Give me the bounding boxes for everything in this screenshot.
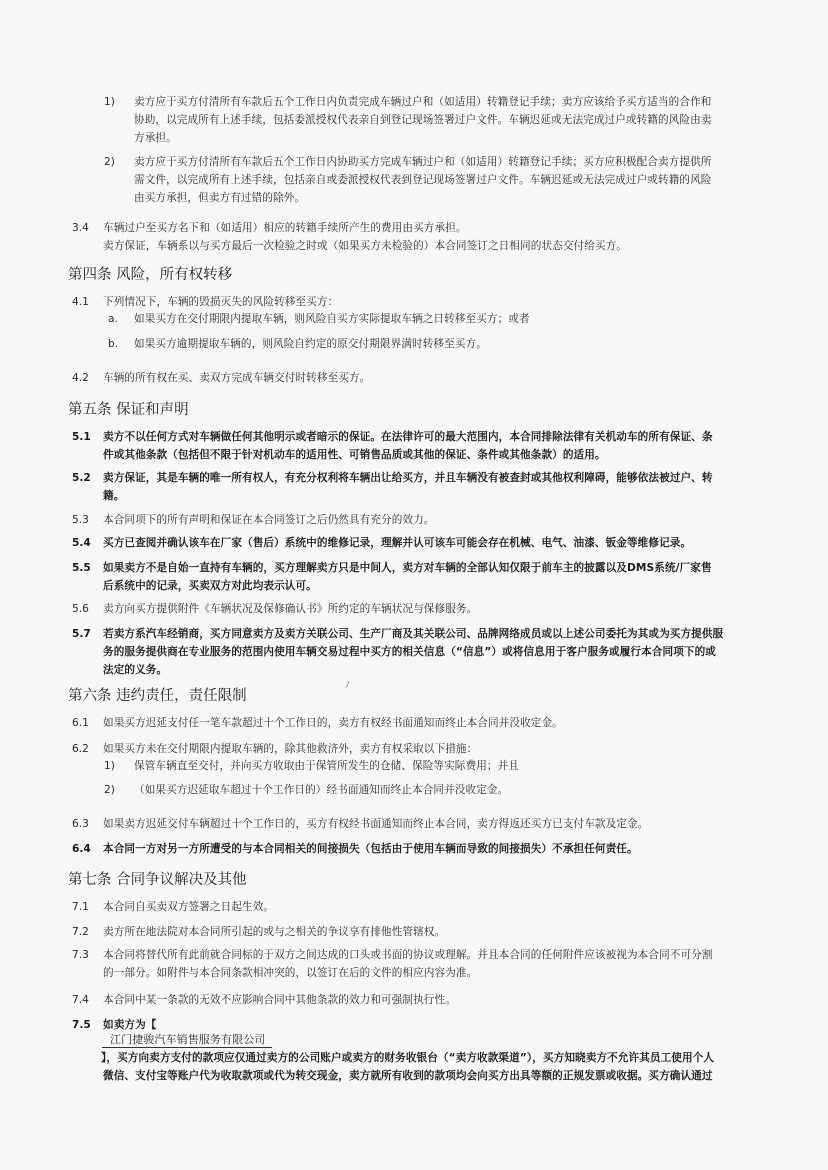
- clause-number: 5.7: [72, 628, 91, 640]
- paragraph-line: 若卖方系汽车经销商，买方同意卖方及卖方关联公司、生产厂商及其关联公司、品牌网络成员或以上述公司委托为其或为买方提供服: [103, 628, 724, 640]
- clause-number: 7.4: [72, 994, 89, 1006]
- paragraph-line: 卖方不以任何方式对车辆做任何其他明示或者暗示的保证。在法律许可的最大范围内，本合同排除法律有关机动车的所有保证、条: [103, 431, 713, 443]
- paragraph-line: 本合同将替代所有此前就合同标的于双方之间达成的口头或书面的协议或理解。并且本合同的任何附件应该被视为本合同不可分割: [103, 949, 713, 961]
- paragraph-line: 的一部分。如附件与本合同条款相冲突的，以签订在后的文件的相应内容为准。: [103, 967, 478, 979]
- paragraph-line: 由买方承担，但卖方有过错的除外。: [134, 192, 306, 204]
- clause-number: 4.1: [72, 296, 89, 308]
- clause-number: 7.3: [72, 949, 89, 961]
- clause-number: 6.3: [72, 818, 89, 830]
- paragraph-line: 件或其他条款（包括但不限于针对机动车的适用性、可销售品质或其他的保证、条件或其他条款）的适用。: [103, 449, 606, 461]
- paragraph-line: 卖方保证，其是车辆的唯一所有权人，有充分权利将车辆出让给买方，并且车辆没有被查封或其他权利障碍，能够依法被过户、转: [103, 472, 713, 484]
- paragraph-line: 法定的义务。: [103, 664, 168, 676]
- clause-number: 7.1: [72, 901, 89, 913]
- paragraph-line: 本合同中某一条款的无效不应影响合同中其他条款的效力和可强制执行性。: [103, 994, 456, 1006]
- paragraph-line: 本合同自买卖双方签署之日起生效。: [103, 901, 275, 913]
- paragraph-line: 如果买方逾期提取车辆的，则风险自约定的原交付期限界满时转移至买方。: [134, 338, 487, 350]
- item-number: a.: [108, 313, 118, 325]
- paragraph-line: 卖方向买方提供附件《车辆状况及保修确认书》所约定的车辆状况与保修服务。: [103, 603, 478, 615]
- item-number: 2): [104, 784, 115, 796]
- clause-number: 5.1: [72, 431, 91, 443]
- article-heading: 第六条 违约责任，责任限制: [68, 688, 247, 704]
- paragraph-line: 买方已查阅并确认该车在厂家（售后）系统中的维修记录，理解并认可该车可能会存在机械、电气、油漆、钣金等维修记录。: [103, 537, 692, 549]
- scan-speck: ﾉ: [345, 681, 350, 691]
- paragraph-line: 后系统中的记录，买卖双方对此均表示认可。: [103, 580, 317, 592]
- article-heading: 第七条 合同争议解决及其他: [68, 872, 247, 888]
- clause-number: 4.2: [72, 372, 89, 384]
- seller-label: 如卖方为【: [103, 1019, 157, 1031]
- company-name: 江门捷骏汽车销售服务有限公司: [110, 1033, 266, 1046]
- paragraph-line: 车辆的所有权在买、卖双方完成车辆交付时转移至买方。: [103, 372, 371, 384]
- item-number: 1): [104, 760, 115, 772]
- paragraph-line: （如果买方迟延取车超过十个工作日的）经书面通知而终止本合同并没收定金。: [134, 784, 509, 796]
- paragraph-line: 需文件，以完成所有上述手续，包括亲自或委派授权代表到登记现场签署过户文件。车辆迟延或无法完成过户或转籍的风险: [134, 174, 712, 186]
- paragraph-line: 如果卖方不是自始一直持有车辆的，买方理解卖方只是中间人，卖方对车辆的全部认知仅限于前车主的披露以及DMS系统/厂家售: [103, 562, 712, 574]
- company-underline: [102, 1047, 272, 1048]
- paragraph-line: 车辆过户至买方名下和（如适用）相应的转籍手续所产生的费用由买方承担。: [103, 222, 467, 234]
- clause-number: 7.2: [72, 926, 89, 938]
- paragraph-line: 本合同项下的所有声明和保证在本合同签订之后仍然具有充分的效力。: [103, 514, 435, 526]
- clause-number: 6.4: [72, 843, 91, 855]
- clause-number: 5.4: [72, 537, 91, 549]
- paragraph-line: 微信、支付宝等账户代为收取款项或代为转交现金，卖方就所有收到的款项均会向买方出具等额的正规发票或收据。买方确认通过: [103, 1070, 713, 1082]
- clause-number: 5.2: [72, 472, 91, 484]
- paragraph-line: 如果卖方迟延交付车辆超过十个工作日的，买方有权经书面通知而终止本合同，卖方得返还买方已支付车款及定金。: [103, 818, 649, 830]
- paragraph-line: 方承担。: [134, 132, 177, 144]
- paragraph-line: 如果买方未在交付期限内提取车辆的，除其他救济外，卖方有权采取以下措施：: [103, 743, 478, 755]
- paragraph-line: 协助，以完成所有上述手续，包括委派授权代表亲自到登记现场签署过户文件。车辆迟延或无法完成过户或转籍的风险由卖: [134, 114, 712, 126]
- paragraph-line: 保管车辆直至交付，并向买方收取由于保管所发生的仓储、保险等实际费用；并且: [134, 760, 519, 772]
- clause-number: 5.5: [72, 562, 91, 574]
- clause-number: 5.3: [72, 514, 89, 526]
- paragraph-line: 务的服务提供商在专业服务的范围内使用车辆交易过程中买方的相关信息（“信息”）或将信息用于客户服务或履行本合同项下的或: [103, 646, 716, 658]
- paragraph-line: 卖方应于买方付清所有车款后五个工作日内协助买方完成车辆过户和（如适用）转籍登记手续；买方应积极配合卖方提供所: [134, 156, 712, 168]
- item-number: 1): [104, 96, 115, 108]
- clause-number: 7.5: [72, 1019, 91, 1031]
- clause-number: 6.1: [72, 717, 89, 729]
- paragraph-line: 如果买方迟延支付任一笔车款超过十个工作日的，卖方有权经书面通知而终止本合同并没收定金。: [103, 717, 563, 729]
- paragraph-line: 本合同一方对另一方所遭受的与本合同相关的间接损失（包括由于使用车辆而导致的间接损失）不承担任何责任。: [103, 843, 638, 855]
- clause-number: 3.4: [72, 222, 89, 234]
- clause-number: 6.2: [72, 743, 89, 755]
- paragraph-line: 籍。: [103, 490, 125, 502]
- item-number: b.: [108, 338, 119, 350]
- paragraph-line: 】，买方向卖方支付的款项应仅通过卖方的公司账户或卖方的财务收银台（“卖方收款渠道”），买方知晓卖方不允许其员工使用个人: [101, 1052, 715, 1064]
- paragraph-line: 下列情况下，车辆的毁损灭失的风险转移至买方：: [103, 296, 339, 308]
- article-heading: 第五条 保证和声明: [68, 402, 189, 418]
- article-heading: 第四条 风险，所有权转移: [68, 267, 233, 283]
- paragraph-line: 卖方保证，车辆系以与买方最后一次检验之时或（如果买方未检验的）本合同签订之日相同的状态交付给买方。: [103, 240, 627, 252]
- clause-number: 5.6: [72, 603, 89, 615]
- paragraph-line: 卖方应于买方付清所有车款后五个工作日内负责完成车辆过户和（如适用）转籍登记手续；卖方应该给予买方适当的合作和: [134, 96, 712, 108]
- paragraph-line: 卖方所在地法院对本合同所引起的或与之相关的争议享有排他性管辖权。: [103, 926, 446, 938]
- item-number: 2): [104, 156, 115, 168]
- paragraph-line: 如果买方在交付期限内提取车辆，则风险自买方实际提取车辆之日转移至买方；或者: [134, 313, 530, 325]
